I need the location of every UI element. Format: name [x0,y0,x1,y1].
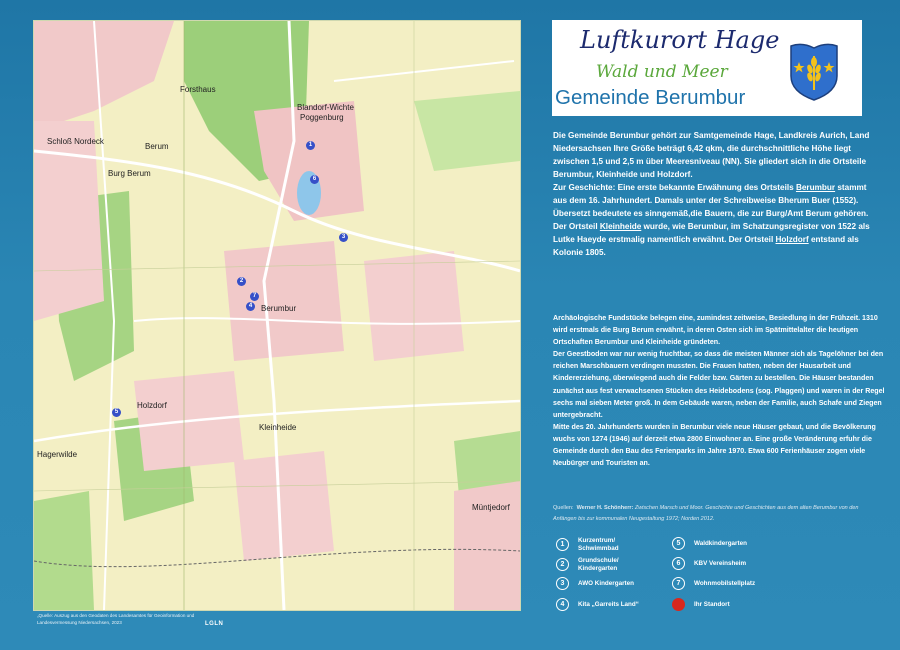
map-marker-2[interactable]: 2 [237,277,246,286]
settlement-area [224,241,344,361]
red-dot-icon [672,598,685,611]
legend-number: 1 [556,538,569,551]
link-holzdorf[interactable]: Holzdorf [775,235,809,244]
intro-text [553,129,875,259]
intro-paragraph-2a: Zur Geschichte: Eine erste bekannte Erwähnung des Ortsteils [553,183,796,192]
legend-item [556,537,648,552]
legend-label: Grundschule/ Kindergarten [578,557,619,572]
place-label: Blandorf-Wichte [297,103,354,112]
map-marker-1[interactable]: 1 [306,141,315,150]
intro-paragraph-1: Die Gemeinde Berumbur gehört zur Samtgemeinde Hage, Landkreis Aurich, Land Niedersachsen Ihre Größe beträgt 6,42 qkm, die durchschnittliche Höhe liegt zwischen 1,5 und 2,5 m über Meeresniveau (NN). Sie gliedert sich in die Ortsteile Berumbur, Kleinheide und Holzdorf. [553,131,870,179]
legend-item [556,598,639,611]
header-line-1: Luftkurort Hage [580,26,780,54]
coat-of-arms-icon [789,40,839,102]
sources-text: Zwischen Marsch und Moor. Geschichte und Geschichten aus dem alten Berumbur von den Anfängen bis zur kommunalen Neugestaltung 1972; Norden 2012. [553,505,859,522]
map[interactable] [33,20,521,611]
legend-item [556,577,634,590]
sources-author: Werner H. Schönherr: [576,505,634,511]
map-marker-7[interactable]: 7 [250,292,259,301]
legend-number: 2 [556,558,569,571]
legend-label: KBV Vereinsheim [694,559,747,567]
map-source-note: „Quelle: Auszug aus den Geodaten des Landesamtes für Geoinformation und Landesvermessung Niedersachsen, 2023 [37,613,195,625]
map-marker-6[interactable]: 6 [310,175,319,184]
legend-label: Kita „Garreits Land“ [578,600,639,608]
legend-label: AWO Kindergarten [578,579,634,587]
sources-label: Quellen: [553,505,574,511]
legend-label: Kurzentrum/ Schwimmbad [578,537,619,552]
page-title: Gemeinde Berumbur [555,86,746,109]
legend-number: 6 [672,557,685,570]
settlement-area [454,481,520,610]
place-label: Hagerwilde [37,450,78,459]
forest-area [34,491,94,610]
history-paragraph-3: Mitte des 20. Jahrhunderts wurden in Berumbur viele neue Häuser gebaut, und die Bevölkerung wuchs von 1274 (1946) auf derzeit etwa 2800 Einwohner an. Eine große Veränderung erfuhr die Gemeinde durch den Bau des Ferienparks im Jahre 1970. Etwa 600 Ferienhäuser zogen viele Neubürger und Touristen an. [553,422,876,468]
place-label: Berumbur [261,304,297,313]
legend-number: 7 [672,577,685,590]
history-paragraph-2: Der Geestboden war nur wenig fruchtbar, so dass die meisten Männer sich als Tagelöhner bei den reichen Marschbauern verdingen mussten. Die Frauen hatten, neben der Hausarbeit und Kindererziehung, überwiegend auch die Felder bzw. Gärten zu bestellen. Die Häuser bestanden zunächst aus fest verwachsenen Stücken des Heidebodens (sog. Plaggen) und waren in der Regel sechs mal sieben Meter groß. In dem Gebäude waren, neben der Familie, auch Schafe und Ziegen untergebracht. [553,350,885,419]
link-kleinheide[interactable]: Kleinheide [599,222,642,231]
lgln-logo: LGLN [205,621,224,627]
intro-paragraph-2b: stammt aus dem 16. Jahrhundert. Damals unter der Schreibweise Bherum Buer (1552). Übersetzt bedeutete es sinngemäß,die Bauern, die zur Burg/Amt Berum gehören. Der Ortsteil [553,183,869,231]
link-berumbur[interactable]: Berumbur [795,183,836,192]
place-label: Schloß Nordeck [47,137,104,146]
legend-number: 5 [672,537,685,550]
place-label: Holzdorf [137,401,167,410]
legend-item [672,598,730,611]
place-label: Forsthaus [180,85,216,94]
forest-area [414,91,520,171]
legend-label: Wohnmobilstellplatz [694,579,756,587]
place-label: Müntjedorf [472,503,510,512]
map-marker-4[interactable]: 4 [246,302,255,311]
legend-number: 4 [556,598,569,611]
settlement-area [34,21,174,131]
legend-number: 3 [556,577,569,590]
legend [553,535,883,615]
map-canvas [34,21,520,610]
legend-item [672,557,746,570]
header-panel [552,20,862,116]
legend-item [672,577,755,590]
map-marker-5[interactable]: 5 [112,408,121,417]
legend-label: Waldkindergarten [694,539,747,547]
header-line-2: Wald und Meer [596,62,728,82]
intro-paragraph-2c: wurde, wie Berumbur, im Schatzungsregister von 1522 als Lutke Haeyde erstmalig namentlich erwähnt. Der Ortsteil [553,222,870,244]
road [334,61,514,81]
place-label: Kleinheide [259,423,297,432]
history-text [553,312,888,469]
history-paragraph-1: Archäologische Fundstücke belegen eine, zumindest zeitweise, Besiedlung in der Frühzeit. 1310 wird erstmals die Burg Berum erwähnt, in deren Osten sich im Spätmittelalter die heutigen Ortschaften Berumbur und Kleinheide gründeten. [553,314,878,347]
sources-note [553,503,883,524]
legend-item [672,537,747,550]
map-marker-3[interactable]: 3 [339,233,348,242]
place-label: Berum [145,142,169,151]
place-label: Poggenburg [300,113,344,122]
legend-label: Ihr Standort [694,600,730,608]
intro-paragraph-2d: entstand als Kolonie 1805. [553,235,859,257]
settlement-area [234,451,334,561]
legend-item [556,557,648,572]
place-label: Burg Berum [108,169,151,178]
